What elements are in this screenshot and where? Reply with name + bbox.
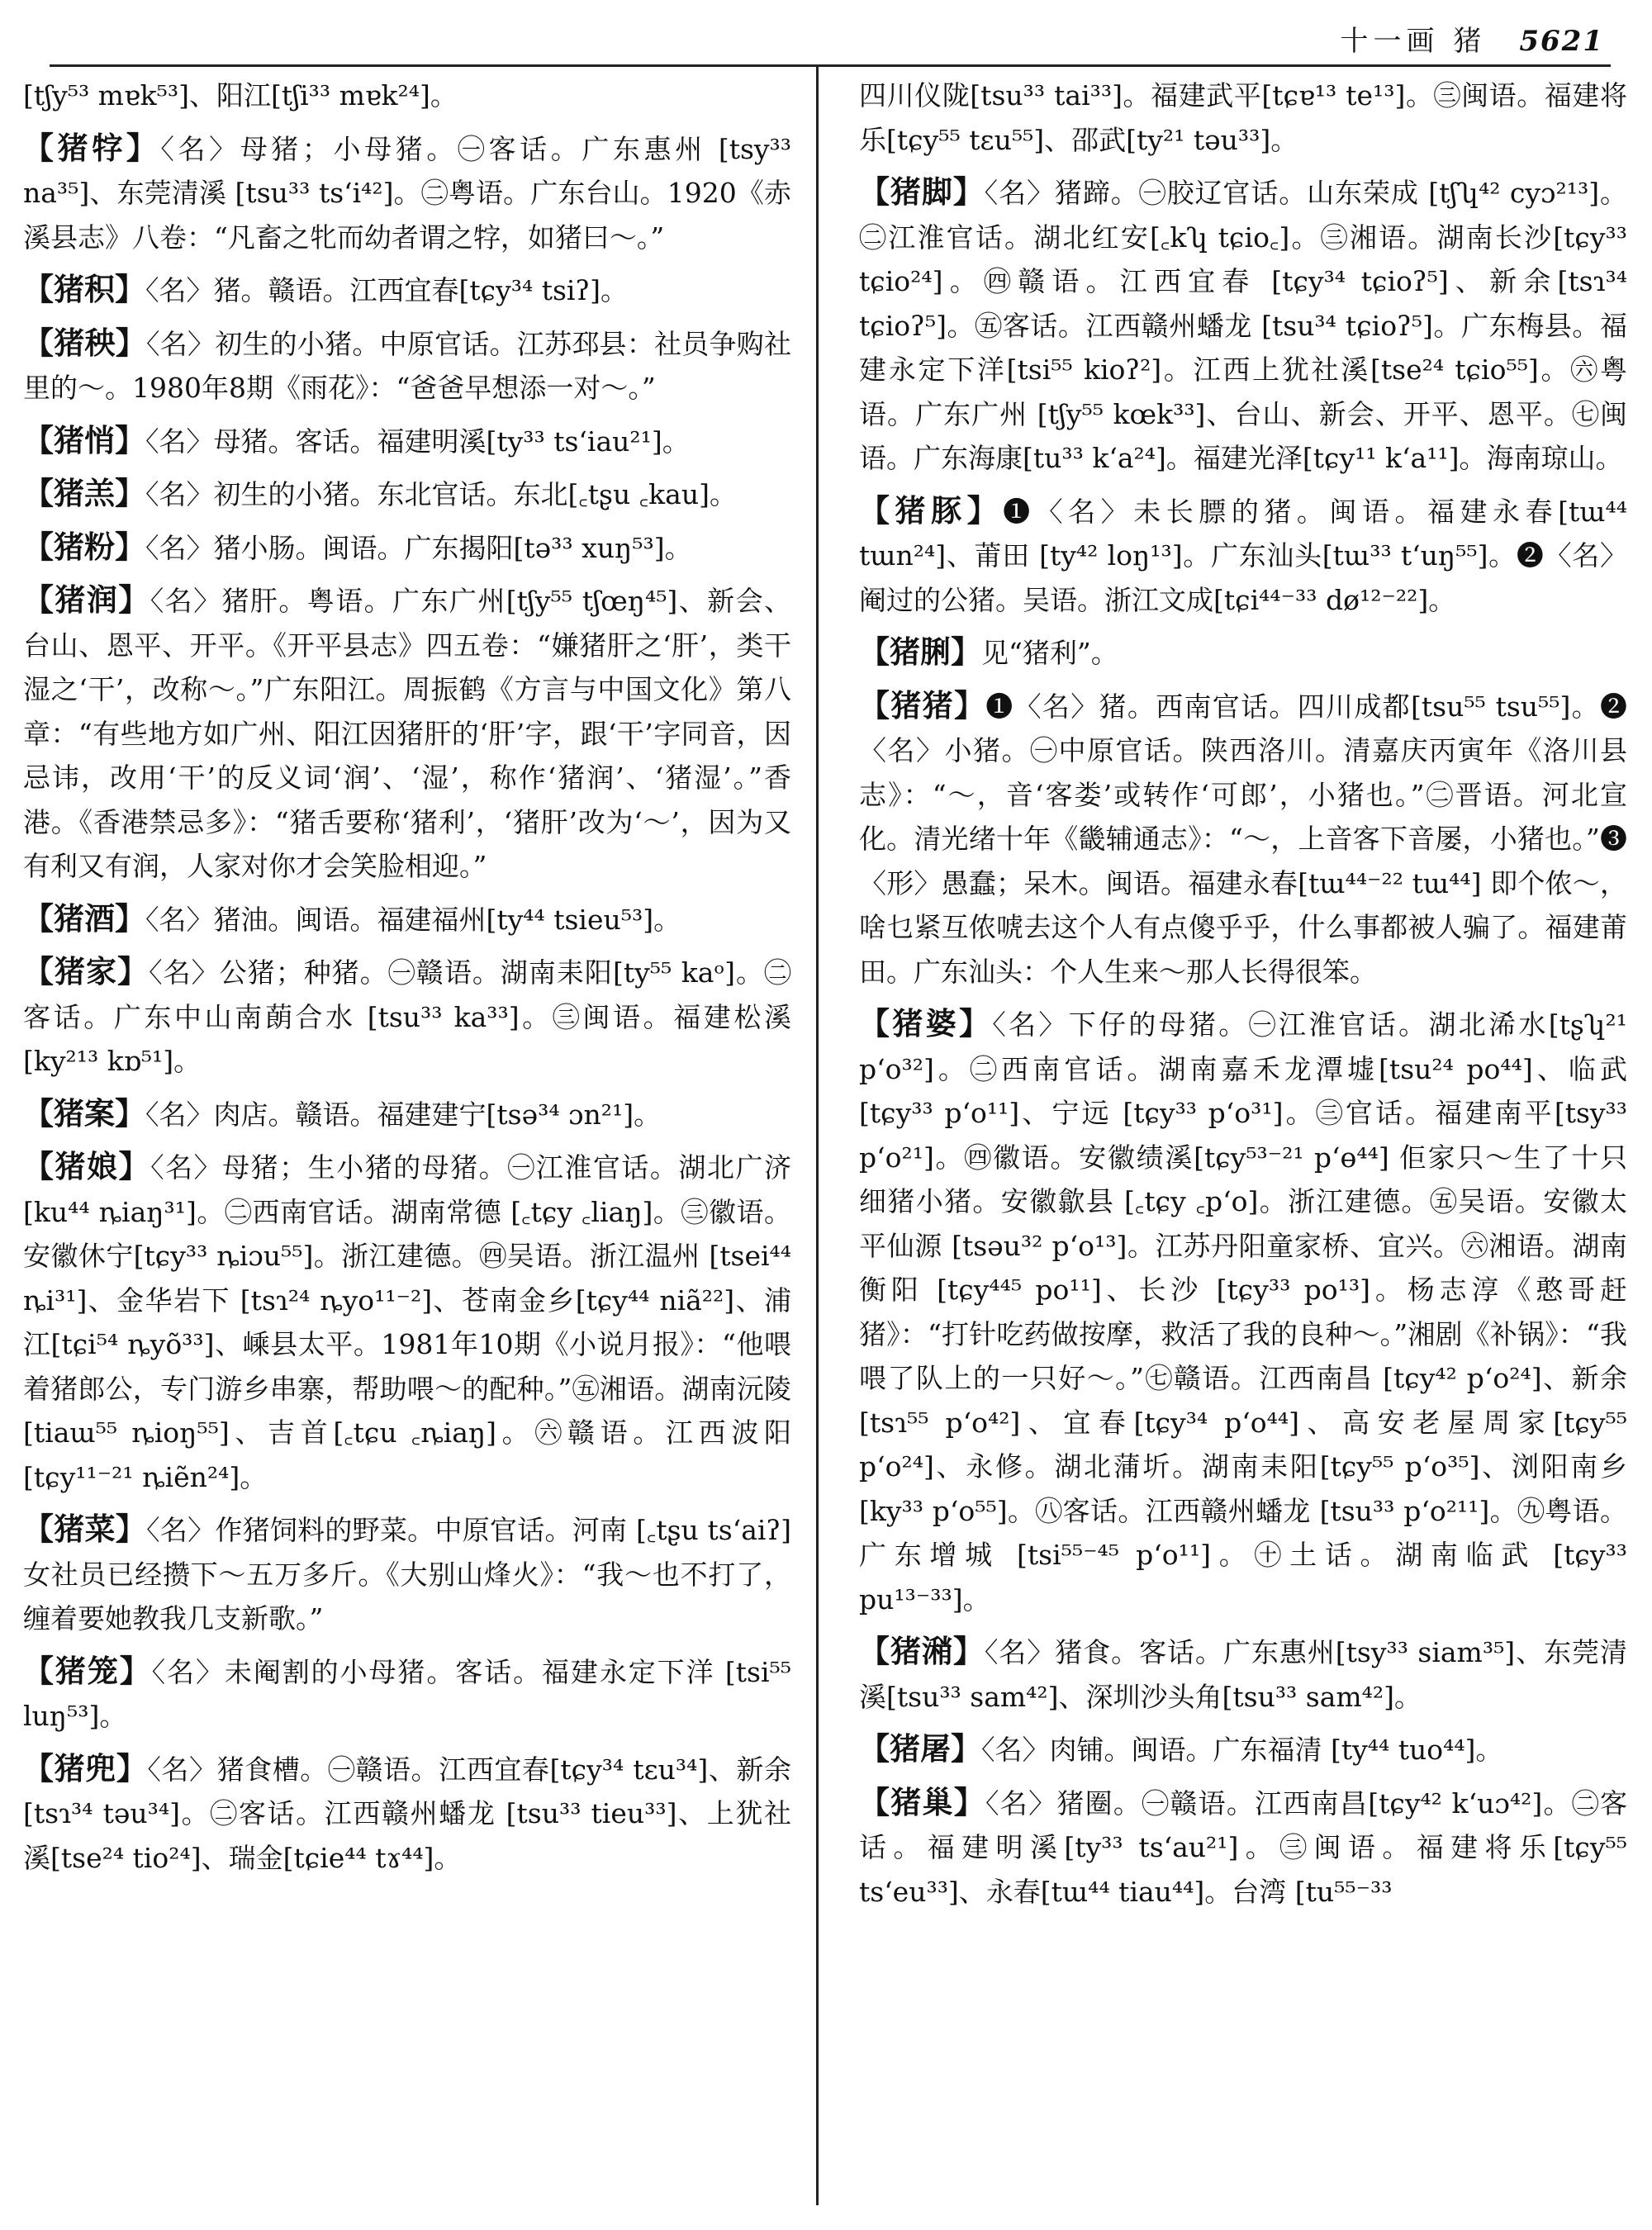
entry-body: 〈名〉初生的小猪。中原官话。江苏邳县：社员争购社里的～。1980年8期《雨花》：“爸爸早想添一对～。” <box>23 327 791 404</box>
entry-headword: 【猪豚】 <box>859 491 1004 529</box>
entry-body: 见“猪利”。 <box>981 637 1118 669</box>
entry-body: 〈名〉肉铺。闽语。广东福清 [ty⁴⁴ tuo⁴⁴]。 <box>981 1734 1503 1766</box>
entry <box>23 1747 791 1881</box>
entry-headword: 【猪羔】 <box>23 475 145 511</box>
entry <box>859 170 1627 481</box>
entry <box>859 684 1627 994</box>
entry <box>859 1002 1627 1621</box>
entry-body: ❶〈名〉未长膘的猪。闽语。福建永春[tɯ⁴⁴ tɯn²⁴]、莆田 [ty⁴² loŋ¹³]。广东汕头[tɯ³³ tʻuŋ⁵⁵]。❷〈名〉阉过的公猪。吴语。浙江文成[tɕi⁴⁴⁻³³ dø¹²⁻²²]。 <box>859 495 1627 616</box>
entry-body: 〈名〉猪油。闽语。福建福州[ty⁴⁴ tsieu⁵³]。 <box>145 903 681 936</box>
entry <box>23 73 791 118</box>
entry-headword: 【猪兜】 <box>23 1749 148 1786</box>
entry <box>859 73 1627 162</box>
entry-headword: 【猪润】 <box>23 581 150 618</box>
entry <box>859 1727 1627 1772</box>
entry <box>23 419 791 464</box>
entry <box>859 489 1627 623</box>
entry-headword: 【猪粉】 <box>23 528 145 565</box>
entry <box>859 1630 1627 1719</box>
entry <box>23 472 791 517</box>
entry-body: 〈名〉初生的小猪。东北官话。东北[꜀tʂu ꜀kau]。 <box>145 478 737 510</box>
entry <box>23 268 791 313</box>
entry-body: 〈名〉猪蹄。㊀胶辽官话。山东荣成 [tʃʮ⁴² cyɔ²¹³]。㊁江淮官话。湖北红安[꜀kʮ tɕio꜀]。㊂湘语。湖南长沙[tɕy³³ tɕio²⁴]。㊃赣语。江西宜春 [tɕy³⁴ tɕioʔ⁵]、新余[tsɿ³⁴ tɕioʔ⁵]。㊄客话。江西赣州蟠龙 [tsu³⁴ tɕioʔ⁵]。广东梅县。福建永定下洋[tsi⁵⁵ kioʔ²]。江西上犹社溪[tse²⁴ tɕio⁵⁵]。㊅粤语。广东广州 [tʃy⁵⁵ kœk³³]、台山、新会、开平、恩平。㊆闽语。广东海康[tu³³ kʻa²⁴]。福建光泽[tɕy¹¹ kʻa¹¹]。海南琼山。 <box>859 177 1627 474</box>
entry-headword: 【猪婆】 <box>859 1005 993 1041</box>
entry-headword: 【猪悄】 <box>23 421 145 458</box>
entry-headword: 【猪屠】 <box>859 1730 981 1767</box>
entry-body: 〈名〉母猪；生小猪的母猪。㊀江淮官话。湖北广济 [ku⁴⁴ ȵiaŋ³¹]。㊁西南官话。湖南常德 [꜀tɕy ꜀liaŋ]。㊂徽语。安徽休宁[tɕy³³ ȵiɔu⁵⁵]。浙江建德。㊃吴语。浙江温州 [tsei⁴⁴ ȵi³¹]、金华岩下 [tsɿ²⁴ ȵyo¹¹⁻²]、苍南金乡[tɕy⁴⁴ niã²²]、浦江[tɕi⁵⁴ ȵyõ³³]、嵊县太平。1981年10期《小说月报》：“他喂着猪郎公，专门游乡串寨，帮助喂～的配种。”㊄湘语。湖南沅陵 [tiaɯ⁵⁵ ȵioŋ⁵⁵]、吉首[꜀tɕu ꜀ȵiaŋ]。㊅赣语。江西波阳[tɕy¹¹⁻²¹ ȵiẽn²⁴]。 <box>23 1151 791 1493</box>
entry <box>23 126 791 260</box>
entry-body: 〈名〉猪小肠。闽语。广东揭阳[tə³³ xuŋ⁵³]。 <box>145 531 692 564</box>
entry-body: 〈名〉猪肝。粤语。广东广州[tʃy⁵⁵ tʃœŋ⁴⁵]、新会、台山、恩平、开平。《开平县志》四五卷：“嫌猪肝之‘肝’，类干湿之‘干’，改称～。”广东阳江。周振鹤《方言与中国文化》第八章：“有些地方如广州、阳江因猪肝的‘肝’字，跟‘干’字同音，因忌讳，改用‘干’的反义词‘润’、‘湿’，称作‘猪润’、‘猪湿’。”香港。《香港禁忌多》：“猪舌要称‘猪利’，‘猪肝’改为‘～’，因为又有利又有润，人家对你才会笑脸相迎。” <box>23 585 791 882</box>
page-number: 5621 <box>1519 25 1604 58</box>
entry <box>23 1507 791 1641</box>
entry-headword: 【猪秧】 <box>23 324 146 361</box>
entry <box>23 321 791 410</box>
entry-body: 四川仪陇[tsu³³ tai³³]。福建武平[tɕɐ¹³ te¹³]。㊂闽语。福建将乐[tɕy⁵⁵ tɛu⁵⁵]、邵武[ty²¹ təu³³]。 <box>859 79 1627 156</box>
header-rule <box>50 64 1611 67</box>
entry <box>23 1649 791 1739</box>
entry-headword: 【猪积】 <box>23 271 145 307</box>
entry-headword: 【猪家】 <box>23 953 150 989</box>
running-head <box>1341 18 1604 59</box>
entry-body: ❶〈名〉猪。西南官话。四川成都[tsu⁵⁵ tsu⁵⁵]。❷〈名〉小猪。㊀中原官话。陕西洛川。清嘉庆丙寅年《洛川县志》：“～，音‘客娄’或转作‘可郎’，小猪也。”㊁晋语。河北宣化。清光绪十年《畿辅通志》：“～，上音客下音屡，小猪也。”❸〈形〉愚蠢；呆木。闽语。福建永春[tɯ⁴⁴⁻²² tɯ⁴⁴] 即个侬～，啥乜紧互侬唬去这个人有点傻乎乎，什么事都被人骗了。福建莆田。广东汕头：个人生来～那人长得很笨。 <box>859 690 1627 988</box>
entry-headword: 【猪娘】 <box>23 1148 151 1184</box>
entry <box>23 525 791 571</box>
entry-body: 〈名〉肉店。赣语。福建建宁[tsə³⁴ ɔn²¹]。 <box>145 1098 662 1131</box>
entry-body: 〈名〉母猪。客话。福建明溪[ty³³ tsʻiau²¹]。 <box>145 425 690 458</box>
entry <box>859 630 1627 676</box>
entry-headword: 【猪脚】 <box>859 173 985 210</box>
entry <box>23 578 791 889</box>
entry-headword: 【猪脷】 <box>859 633 981 670</box>
section-title: 十一画 猪 <box>1340 25 1487 58</box>
entry-body: 〈名〉猪。赣语。江西宜春[tɕy³⁴ tsiʔ]。 <box>145 274 629 306</box>
entry-headword: 【猪菜】 <box>23 1511 147 1547</box>
entry-body: 〈名〉公猪；种猪。㊀赣语。湖南耒阳[ty⁵⁵ kaᵒ]。㊁客话。广东中山南蓢合水 [tsu³³ ka³³]。㊂闽语。福建松溪[ky²¹³ kɒ⁵¹]。 <box>23 956 791 1077</box>
entry-body: 〈名〉猪食。客话。广东惠州[tsy³³ siam³⁵]、东莞清溪[tsu³³ sam⁴²]、深圳沙头角[tsu³³ sam⁴²]。 <box>859 1636 1627 1713</box>
entry-headword: 【猪猪】 <box>859 686 986 724</box>
entry-headword: 【猪笼】 <box>23 1652 152 1689</box>
entry-headword: 【猪巢】 <box>859 1783 986 1820</box>
entry <box>23 897 791 942</box>
entry-body: 〈名〉作猪饲料的野菜。中原官话。河南 [꜀tʂu tsʻaiʔ] 女社员已经攒下～五万多斤。《大别山烽火》：“我～也不打了，缠着要她教我几支新歌。” <box>23 1514 791 1635</box>
entry-body: 〈名〉猪食槽。㊀赣语。江西宜春[tɕy³⁴ tɛu³⁴]、新余[tsɿ³⁴ təu³⁴]。㊁客话。江西赣州蟠龙 [tsu³³ tieu³³]、上犹社溪[tse²⁴ tio²⁴]、瑞金[tɕie⁴⁴ tɤ⁴⁴]。 <box>23 1753 791 1874</box>
entry-body: 〈名〉猪圈。㊀赣语。江西南昌[tɕy⁴² kʻuɔ⁴²]。㊁客话。福建明溪[ty³³ tsʻau²¹]。㊂闽语。福建将乐[tɕy⁵⁵ tsʻeu³³]、永春[tɯ⁴⁴ tiau⁴⁴]。台湾 [tu⁵⁵⁻³³ <box>859 1786 1627 1908</box>
entry-body: 〈名〉母猪；小母猪。㊀客话。广东惠州 [tsy³³ na³⁵]、东莞清溪 [tsu³³ tsʻi⁴²]。㊁粤语。广东台山。1920《赤溪县志》八卷：“凡畜之牝而幼者谓之牸，如猪曰～。” <box>23 132 791 254</box>
column-divider <box>816 66 819 2205</box>
entry <box>23 1145 791 1499</box>
right-column <box>859 73 1627 2212</box>
entry-headword: 【猪潲】 <box>859 1633 985 1669</box>
entry-body: [tʃy⁵³ mɐk⁵³]、阳江[tʃi³³ mɐk²⁴]。 <box>23 79 458 112</box>
entry <box>23 1092 791 1137</box>
entry-headword: 【猪牸】 <box>23 129 161 166</box>
left-column <box>23 73 791 2212</box>
entry-headword: 【猪案】 <box>23 1094 145 1132</box>
entry <box>859 1781 1627 1914</box>
entry-body: 〈名〉下仔的母猪。㊀江淮官话。湖北浠水[tʂʮ²¹ pʻo³²]。㊁西南官话。湖南嘉禾龙潭墟[tsu²⁴ po⁴⁴]、临武 [tɕy³³ pʻo¹¹]、宁远 [tɕy³³ pʻo³¹]。㊂官话。福建南平[tsy³³ pʻo²¹]。㊃徽语。安徽绩溪[tɕy⁵³⁻²¹ pʻɵ⁴⁴] 佢家只～生了十只细猪小猪。安徽歙县 [꜀tɕy ꜀pʻo]。浙江建德。㊄吴语。安徽太平仙源 [tsəu³² pʻo¹³]。江苏丹阳童家桥、宜兴。㊅湘语。湖南衡阳 [tɕy⁴⁴⁵ po¹¹]、长沙 [tɕy³³ po¹³]。杨志淳《憨哥赶猪》：“打针吃药做按摩，救活了我的良种～。”湘剧《补锅》：“我喂了队上的一只好～。”㊆赣语。江西南昌 [tɕy⁴² pʻo²⁴]、新余[tsɿ⁵⁵ pʻo⁴²]、宜春[tɕy³⁴ pʻo⁴⁴]、高安老屋周家[tɕy⁵⁵ pʻo²⁴]、永修。湖北蒲圻。湖南耒阳[tɕy⁵⁵ pʻo³⁵]、浏阳南乡[ky³³ pʻo⁵⁵]。㊇客话。江西赣州蟠龙 [tsu³³ pʻo²¹¹]。㊈粤语。广东增城 [tsi⁵⁵⁻⁴⁵ pʻo¹¹]。㊉土话。湖南临武 [tɕy³³ pu¹³⁻³³]。 <box>859 1008 1627 1616</box>
entry-body: 〈名〉未阉割的小母猪。客话。福建永定下洋 [tsi⁵⁵ luŋ⁵³]。 <box>23 1655 791 1732</box>
entry <box>23 950 791 1084</box>
entry-headword: 【猪酒】 <box>23 899 145 937</box>
